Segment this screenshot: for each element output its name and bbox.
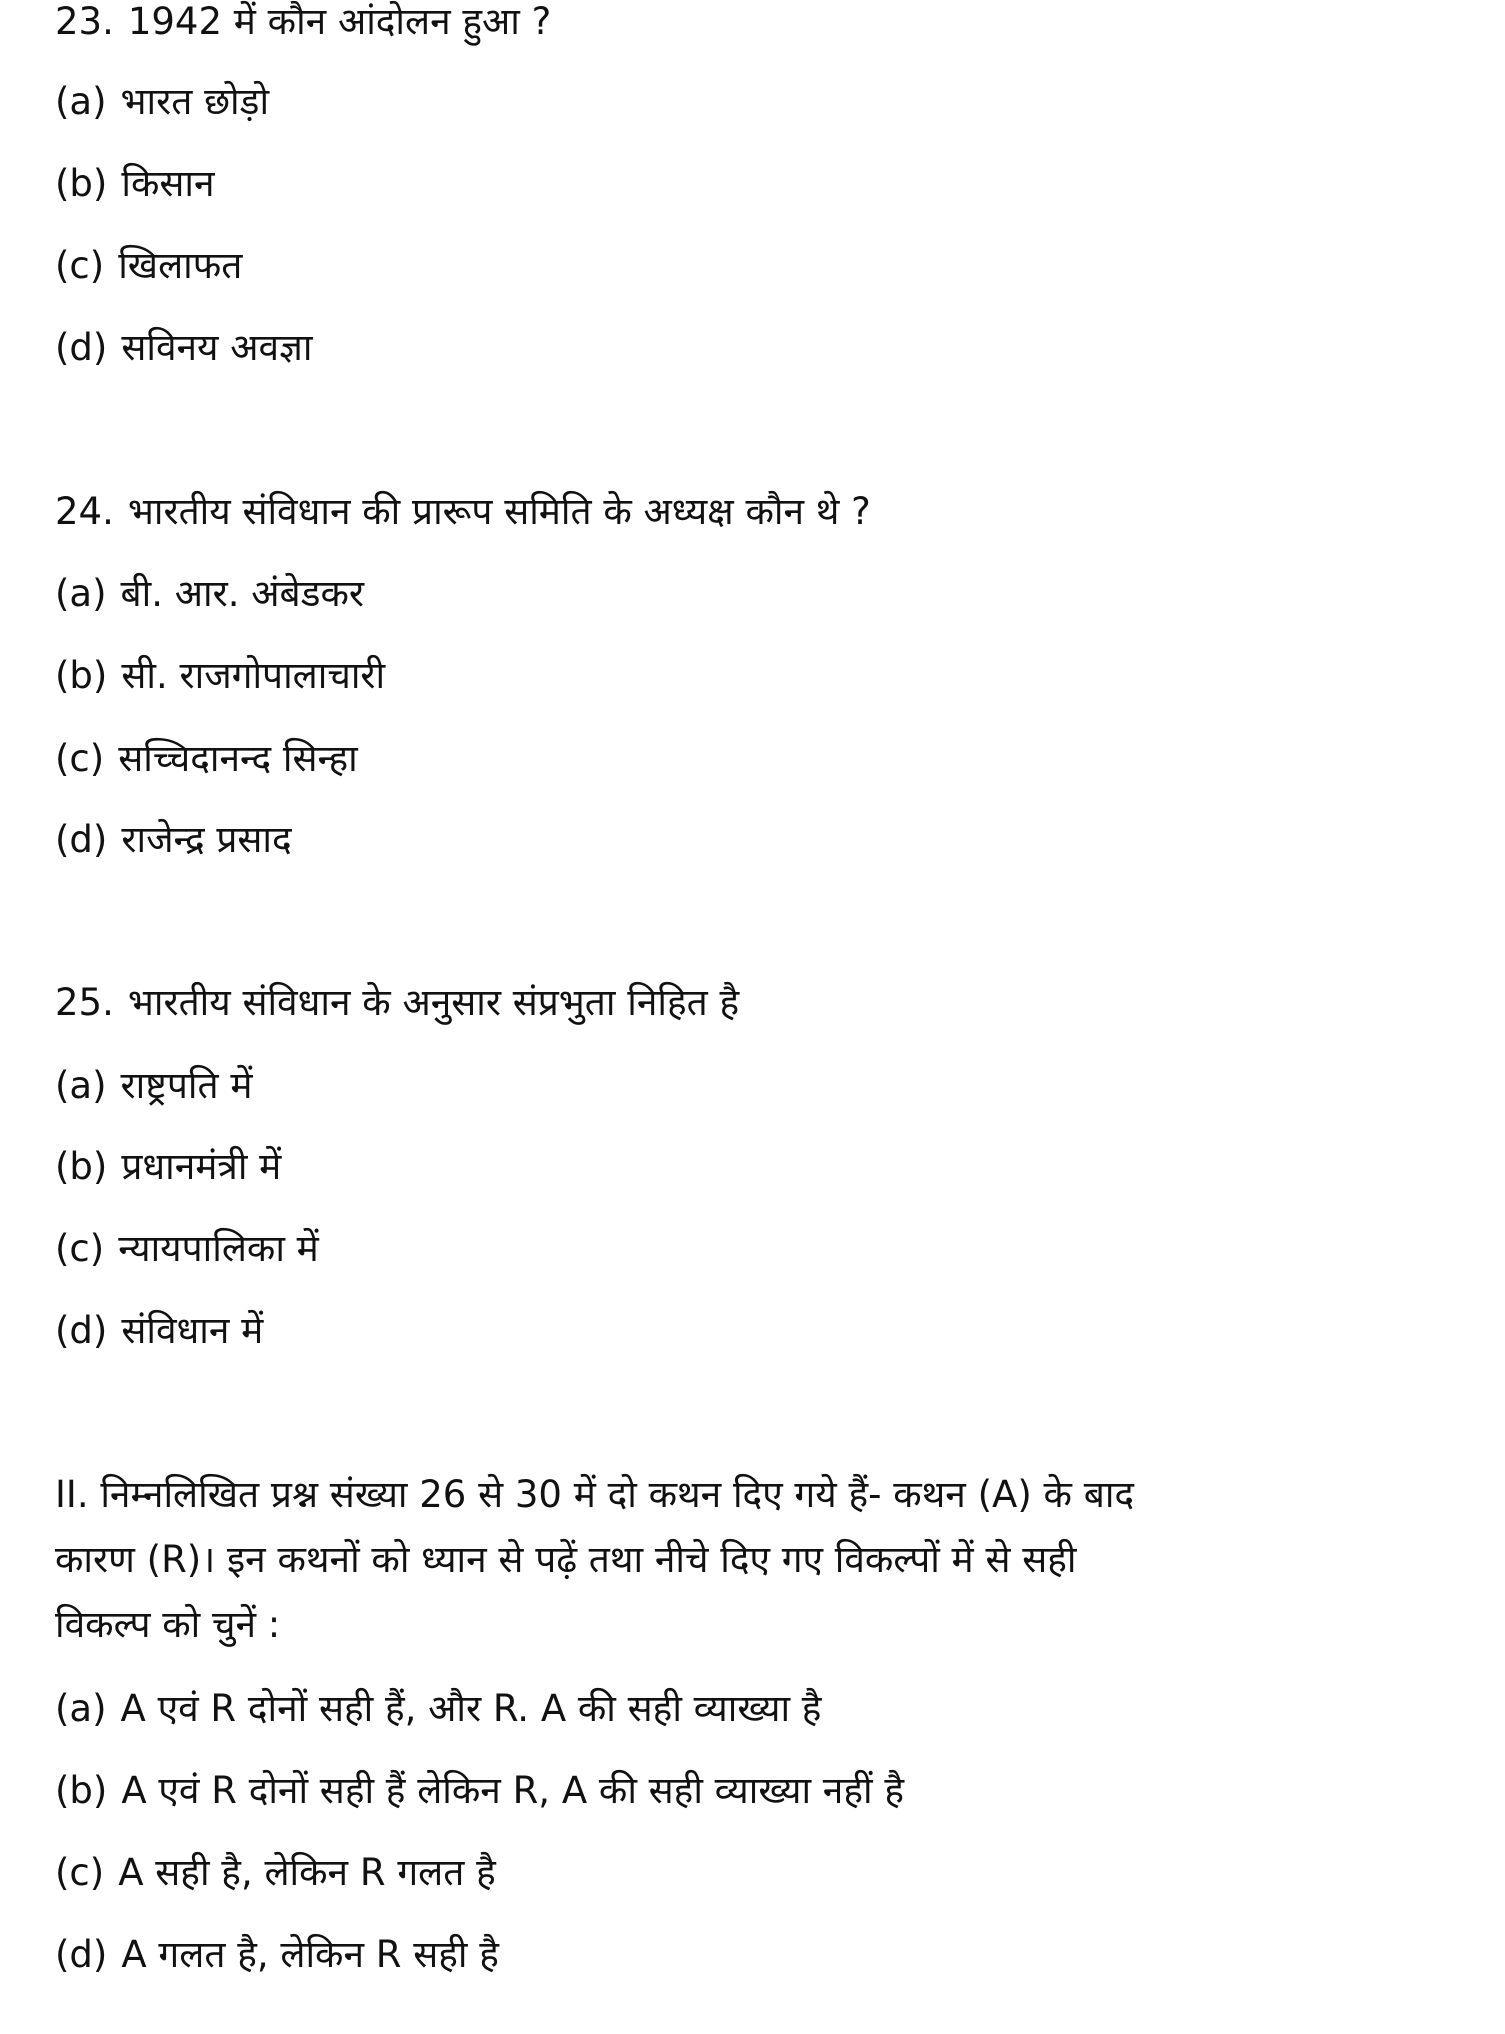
- option-label: (d): [55, 1933, 108, 1976]
- option-25-b: [55, 1145, 281, 1189]
- question-number: 24.: [55, 490, 114, 533]
- option-label: (d): [55, 818, 108, 861]
- option-25-d: [55, 1309, 263, 1353]
- option-25-a: [55, 1064, 252, 1108]
- section-option-c: [55, 1851, 496, 1895]
- section-option-a: [55, 1687, 821, 1731]
- option-label: (a): [55, 80, 107, 123]
- option-label: (b): [55, 162, 108, 205]
- option-label: (a): [55, 572, 107, 615]
- option-text: सविनय अवज्ञा: [121, 326, 313, 369]
- option-label: (c): [55, 1851, 105, 1894]
- question-23: [55, 0, 551, 44]
- option-text: सी. राजगोपालाचारी: [121, 654, 386, 697]
- question-text: भारतीय संविधान के अनुसार संप्रभुता निहित है: [127, 981, 740, 1024]
- option-label: (b): [55, 654, 108, 697]
- option-23-b: [55, 162, 215, 206]
- option-label: (c): [55, 1227, 105, 1270]
- option-23-d: [55, 326, 312, 370]
- option-24-d: [55, 818, 292, 862]
- option-text: सच्चिदानन्द सिन्हा: [118, 737, 358, 780]
- section-option-d: [55, 1933, 499, 1977]
- option-25-c: [55, 1227, 319, 1271]
- option-24-b: [55, 654, 385, 698]
- option-label: (c): [55, 737, 105, 780]
- option-label: (b): [55, 1769, 108, 1812]
- question-number: 25.: [55, 981, 114, 1024]
- question-text: 1942 में कौन आंदोलन हुआ ?: [127, 0, 552, 43]
- option-label: (b): [55, 1145, 108, 1188]
- option-text: A एवं R दोनों सही हैं, और R. A की सही व्याख्या है: [120, 1687, 822, 1730]
- option-text: भारत छोड़ो: [120, 80, 270, 123]
- option-23-c: [55, 244, 242, 288]
- question-text: भारतीय संविधान की प्रारूप समिति के अध्यक्ष कौन थे ?: [127, 490, 871, 533]
- question-number: 23.: [55, 0, 114, 43]
- option-text: संविधान में: [121, 1309, 264, 1352]
- section-instruction-line-3: विकल्प को चुनें :: [55, 1603, 281, 1646]
- option-label: (a): [55, 1687, 107, 1730]
- section-option-b: [55, 1769, 904, 1813]
- option-text: A गलत है, लेकिन R सही है: [121, 1933, 499, 1976]
- option-text: प्रधानमंत्री में: [121, 1145, 282, 1188]
- option-label: (c): [55, 244, 105, 287]
- option-label: (d): [55, 326, 108, 369]
- option-label: (d): [55, 1309, 108, 1352]
- option-text: किसान: [121, 162, 215, 205]
- option-text: राजेन्द्र प्रसाद: [121, 818, 292, 861]
- option-text: राष्ट्रपति में: [120, 1064, 253, 1107]
- section-instruction-line-2: कारण (R)। इन कथनों को ध्यान से पढ़ें तथा नीचे दिए गए विकल्पों में से सही: [55, 1538, 1077, 1581]
- option-text: खिलाफत: [118, 244, 243, 287]
- question-25: [55, 981, 739, 1025]
- question-24: [55, 490, 871, 534]
- option-label: (a): [55, 1064, 107, 1107]
- option-text: A सही है, लेकिन R गलत है: [118, 1851, 496, 1894]
- option-24-a: [55, 572, 364, 616]
- option-text: A एवं R दोनों सही हैं लेकिन R, A की सही व्याख्या नहीं है: [121, 1769, 904, 1812]
- option-text: न्यायपालिका में: [118, 1227, 319, 1270]
- section-instruction-line-1: II. निम्नलिखित प्रश्न संख्या 26 से 30 में दो कथन दिए गये हैं- कथन (A) के बाद: [55, 1473, 1135, 1516]
- option-23-a: [55, 80, 269, 124]
- option-24-c: [55, 737, 358, 781]
- option-text: बी. आर. अंबेडकर: [120, 572, 364, 615]
